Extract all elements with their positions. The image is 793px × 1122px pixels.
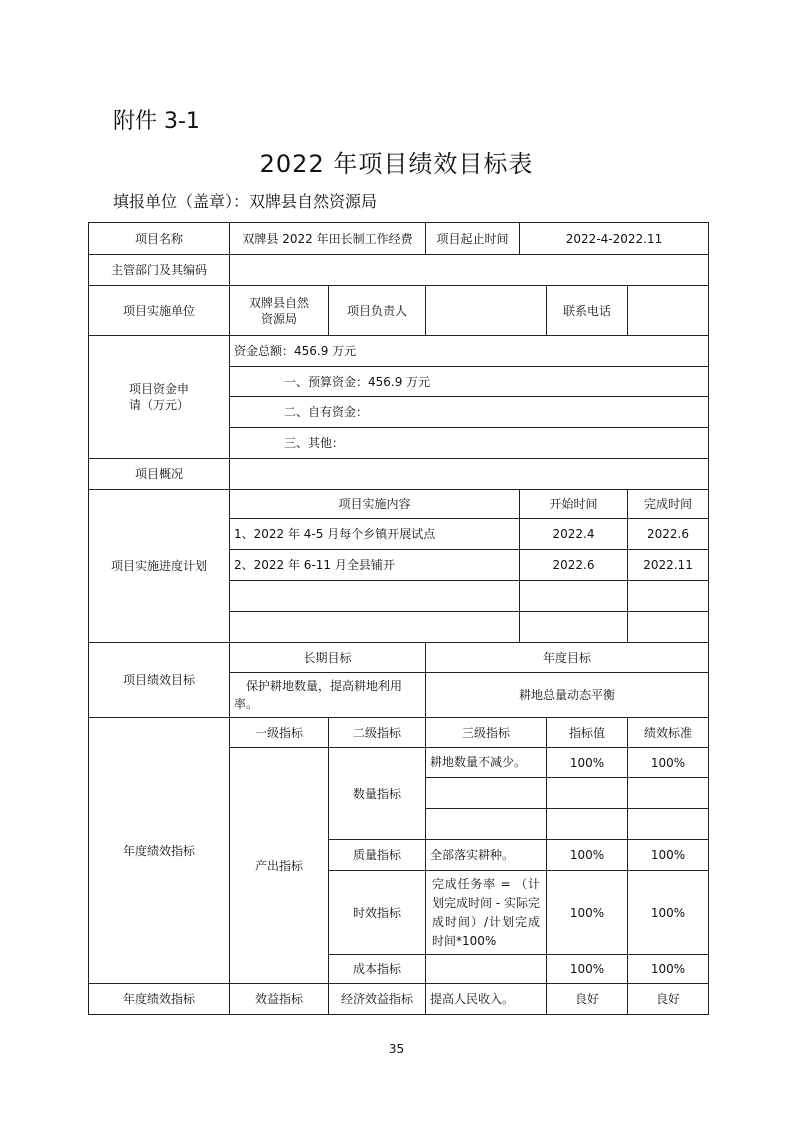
schedule-start: 2022.4 xyxy=(520,519,628,550)
attachment-label: 附件 3-1 xyxy=(113,109,200,134)
funds-total: 资金总额：456.9 万元 xyxy=(230,336,709,367)
schedule-end-empty xyxy=(628,581,709,612)
schedule-content-empty xyxy=(230,581,520,612)
schedule-end: 2022.6 xyxy=(628,519,709,550)
benefit-label: 年度绩效指标 xyxy=(89,984,230,1015)
indicator-header-level1: 一级指标 xyxy=(230,718,329,748)
overview-row xyxy=(89,459,709,490)
funds-label xyxy=(89,336,230,459)
schedule-content: 2、2022 年 6-11 月全县铺开 xyxy=(230,550,520,581)
indicator-header-level2: 二级指标 xyxy=(329,718,426,748)
document-title: 2022 年项目绩效目标表 xyxy=(259,150,534,178)
quality-value: 100% xyxy=(547,840,628,871)
quantity-standard-empty xyxy=(628,809,709,840)
benefit-item: 提高人民收入。 xyxy=(426,984,547,1015)
quantity-value-empty xyxy=(547,778,628,809)
funds-total-row xyxy=(89,336,709,367)
goals-label: 项目绩效目标 xyxy=(89,643,230,718)
long-term-goal-label: 长期目标 xyxy=(230,643,426,673)
funds-label-text: 项目资金申请（万元） xyxy=(128,382,189,412)
project-leader-label: 项目负责人 xyxy=(329,286,426,336)
timeliness-value: 100% xyxy=(547,871,628,955)
department-label: 主管部门及其编码 xyxy=(89,255,230,286)
timeliness-item: 完成任务率 = （计划完成时间 - 实际完成时间）/计划完成时间*100% xyxy=(426,871,547,955)
benefit-level2: 经济效益指标 xyxy=(329,984,426,1015)
performance-target-table xyxy=(88,222,709,1015)
schedule-end-empty xyxy=(628,612,709,643)
schedule-header-content: 项目实施内容 xyxy=(230,490,520,519)
phone-value xyxy=(628,286,709,336)
output-indicator-label: 产出指标 xyxy=(230,748,329,984)
annual-goal: 耕地总量动态平衡 xyxy=(426,673,709,718)
goals-header-row xyxy=(89,643,709,673)
schedule-content: 1、2022 年 4-5 月每个乡镇开展试点 xyxy=(230,519,520,550)
implementing-unit-label: 项目实施单位 xyxy=(89,286,230,336)
benefit-row xyxy=(89,984,709,1015)
cost-indicator-label: 成本指标 xyxy=(329,955,426,984)
schedule-content-empty xyxy=(230,612,520,643)
annual-goal-label: 年度目标 xyxy=(426,643,709,673)
benefit-value: 良好 xyxy=(547,984,628,1015)
funds-budget: 一、预算资金：456.9 万元 xyxy=(230,367,709,397)
funds-other: 三、其他： xyxy=(230,428,709,459)
schedule-header-row xyxy=(89,490,709,519)
timeliness-indicator-label: 时效指标 xyxy=(329,871,426,955)
project-leader-value xyxy=(426,286,547,336)
indicator-header-row xyxy=(89,718,709,748)
schedule-header-end: 完成时间 xyxy=(628,490,709,519)
indicator-header-level3: 三级指标 xyxy=(426,718,547,748)
quality-indicator-label: 质量指标 xyxy=(329,840,426,871)
indicator-header-value: 指标值 xyxy=(547,718,628,748)
quantity-standard: 100% xyxy=(628,748,709,778)
phone-label: 联系电话 xyxy=(547,286,628,336)
project-period-label: 项目起止时间 xyxy=(426,223,520,255)
indicator-header-standard: 绩效标准 xyxy=(628,718,709,748)
implementing-unit-value xyxy=(230,286,329,336)
department-row xyxy=(89,255,709,286)
quantity-standard-empty xyxy=(628,778,709,809)
schedule-start-empty xyxy=(520,581,628,612)
reporting-unit: 填报单位（盖章）：双牌县自然资源局 xyxy=(113,192,378,211)
project-period-value: 2022-4-2022.11 xyxy=(520,223,709,255)
schedule-label: 项目实施进度计划 xyxy=(89,490,230,643)
project-name-row xyxy=(89,223,709,255)
schedule-start-empty xyxy=(520,612,628,643)
benefit-standard: 良好 xyxy=(628,984,709,1015)
implementing-unit-text: 双牌县自然资源局 xyxy=(248,295,309,326)
indicators-label: 年度绩效指标 xyxy=(89,718,230,984)
timeliness-standard: 100% xyxy=(628,871,709,955)
project-name-label: 项目名称 xyxy=(89,223,230,255)
project-name-value: 双牌县 2022 年田长制工作经费 xyxy=(230,223,426,255)
long-term-goal-text: 保护耕地数量，提高耕地利用率。 xyxy=(234,679,403,711)
schedule-start: 2022.6 xyxy=(520,550,628,581)
quantity-indicator-label: 数量指标 xyxy=(329,748,426,840)
schedule-end: 2022.11 xyxy=(628,550,709,581)
cost-value: 100% xyxy=(547,955,628,984)
quantity-item-empty xyxy=(426,809,547,840)
quality-item: 全部落实耕种。 xyxy=(426,840,547,871)
quality-standard: 100% xyxy=(628,840,709,871)
quantity-value-empty xyxy=(547,809,628,840)
benefit-level1: 效益指标 xyxy=(230,984,329,1015)
funds-self: 二、自有资金： xyxy=(230,397,709,428)
schedule-header-start: 开始时间 xyxy=(520,490,628,519)
quantity-item-empty xyxy=(426,778,547,809)
cost-standard: 100% xyxy=(628,955,709,984)
quantity-item: 耕地数量不减少。 xyxy=(426,748,547,778)
department-value xyxy=(230,255,709,286)
long-term-goal xyxy=(230,673,426,718)
page-number: 35 xyxy=(388,1042,405,1056)
quantity-value: 100% xyxy=(547,748,628,778)
overview-value xyxy=(230,459,709,490)
cost-item xyxy=(426,955,547,984)
implementing-unit-row xyxy=(89,286,709,336)
overview-label: 项目概况 xyxy=(89,459,230,490)
